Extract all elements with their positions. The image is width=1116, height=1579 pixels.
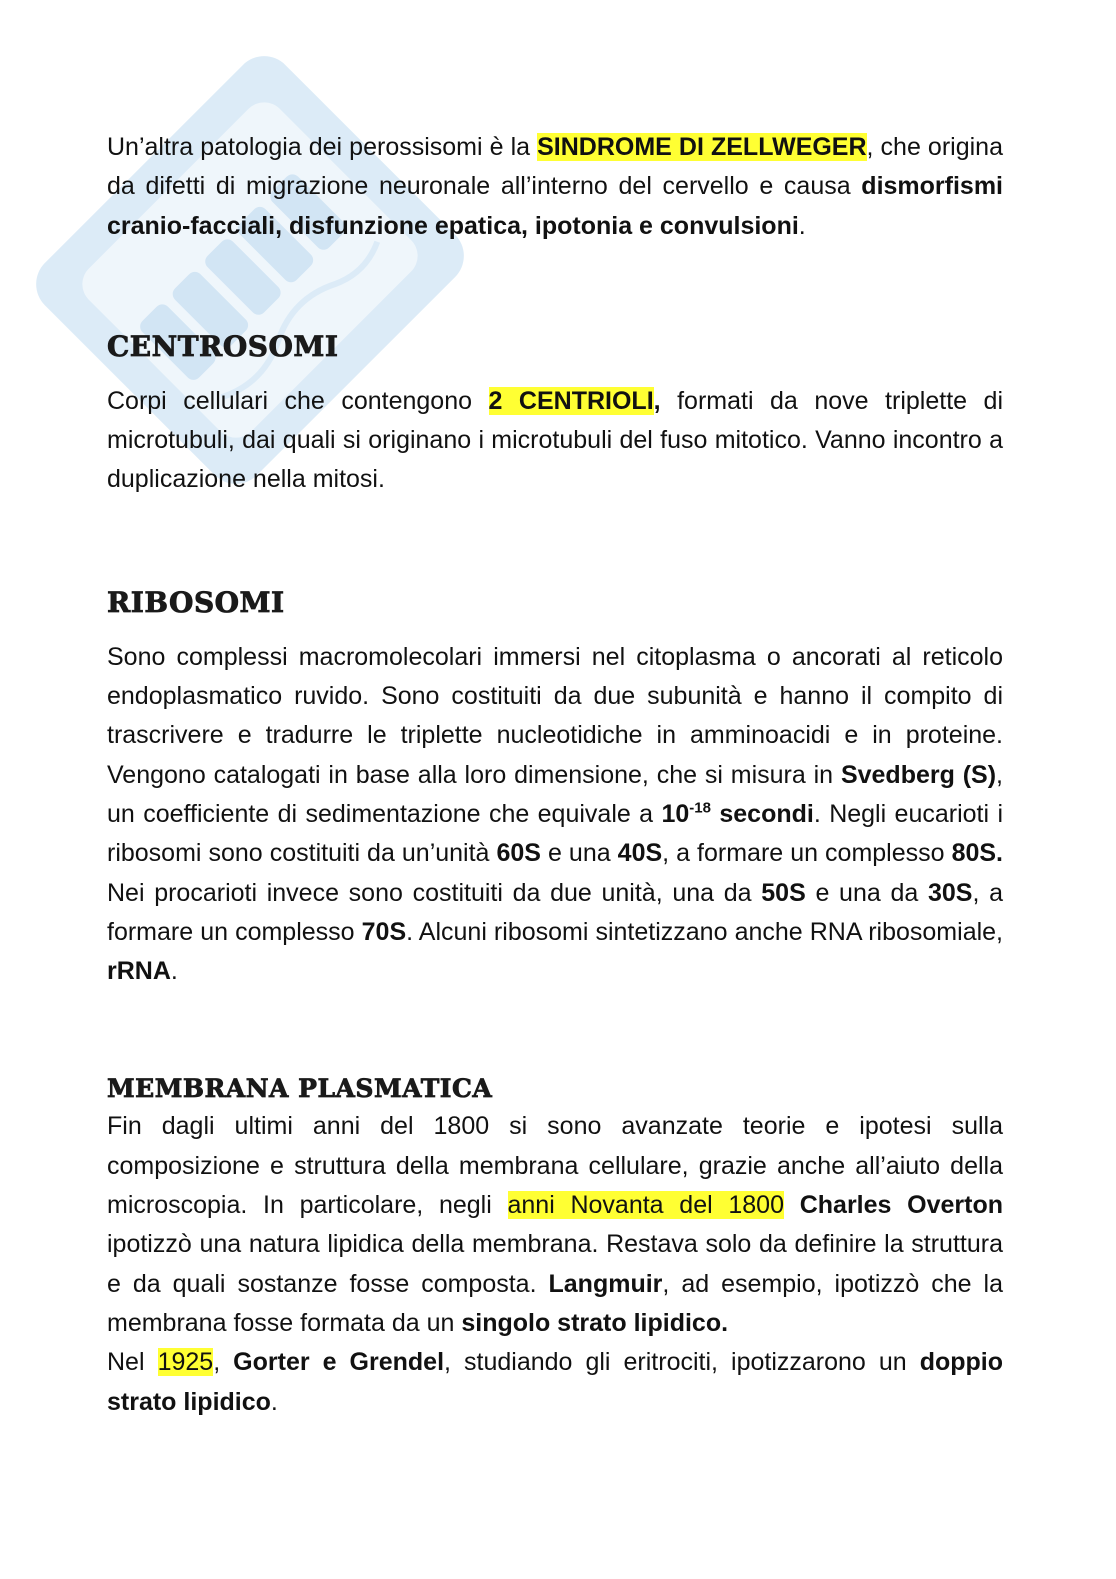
highlight-zellweger: SINDROME DI ZELLWEGER — [537, 133, 867, 161]
document-page — [107, 128, 1003, 1422]
ribosomi-paragraph: Sono complessi macromolecolari immersi nel citoplasma o ancorati al reticolo endoplasmatico ruvido. Sono costituiti da due subunità e hanno il compito di trascrivere e tradurre le triplette nucleotidiche in amminoacidi e in proteine. Vengono catalogati in base alla loro dimensione, che si misura in Svedberg (S), un coefficiente di sedimentazione che equivale a $10^{-18}$ secondi. Negli eucarioti i ribosomi sono costituiti da un’unità 60S e una 40S, a formare un complesso 80S. Nei procarioti invece sono costituiti da due unità, una da 50S e una da 30S, a formare un complesso 70S. Alcuni ribosomi sintetizzano anche RNA ribosomiale, rRNA. — [107, 642, 1003, 986]
centrosomi-paragraph: Corpi cellulari che contengono 2 CENTRIOLI, formati da nove triplette di microtubuli, dai quali si originano i microtubuli del fuso mitotico. Vanno incontro a duplicazione nella mitosi. — [107, 386, 1004, 494]
highlight-centrioli: 2 CENTRIOLI — [488, 386, 654, 415]
heading-membrana-plasmatica: MEMBRANA PLASMATICA — [107, 1074, 493, 1104]
symptoms-bold: dismorfismi cranio-facciali, disfunzione epatica, ipotonia e convulsioni — [107, 172, 1003, 240]
heading-centrosomi: CENTROSOMI — [107, 329, 339, 363]
heading-ribosomi: RIBOSOMI — [107, 585, 285, 619]
highlight-anni-novanta: anni Novanta del 1800 — [507, 1191, 784, 1220]
intro-paragraph: Un’altra patologia dei perossisomi è la SINDROME DI ZELLWEGER, che origina da difetti di migrazione neuronale all’interno del cervello e causa dismorfismi cranio-facciali, disfunzione epatica, ipotonia e convulsioni. — [107, 133, 1003, 240]
highlight-1925: 1925 — [157, 1348, 214, 1377]
membrana-paragraph-1: Fin dagli ultimi anni del 1800 si sono avanzate teorie e ipotesi sulla composizione e struttura della membrana cellulare, grazie anche all’aiuto della microscopia. In particolare, negli anni Novanta del 1800 Charles Overton ipotizzò una natura lipidica della membrana. Restava solo da definire la struttura e da quali sostanze fosse composta. Langmuir, ad esempio, ipotizzò che la membrana fosse formata da un singolo strato lipidico. — [107, 1112, 1003, 1337]
membrana-paragraph-2: Nel 1925, Gorter e Grendel, studiando gli eritrociti, ipotizzarono un doppio strato lipidico. — [107, 1348, 1004, 1416]
